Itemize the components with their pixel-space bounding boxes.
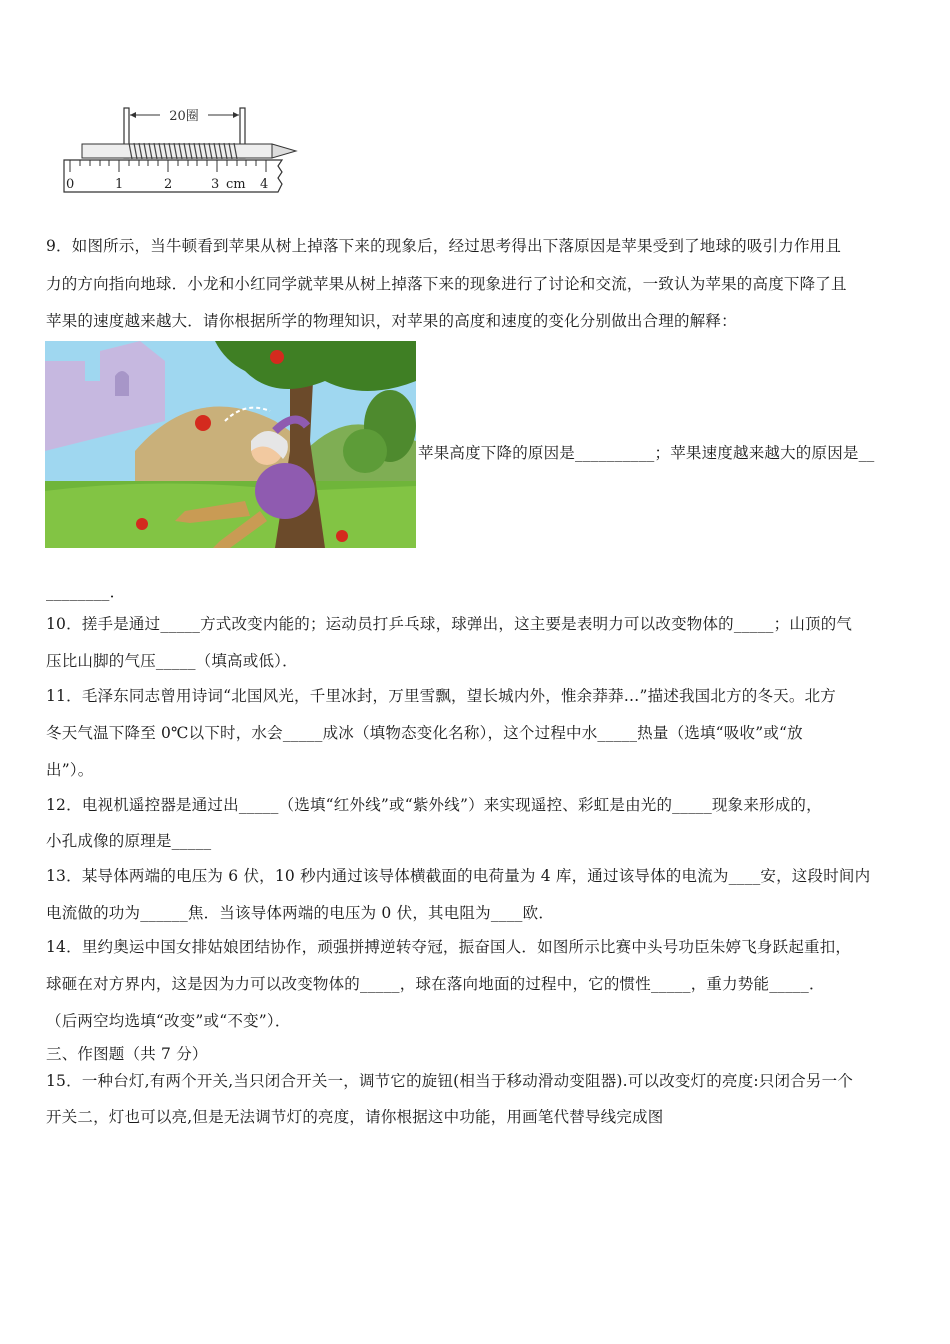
ruler-turns-label: 20圈 <box>169 109 199 124</box>
q11-line-1: 11．毛泽东同志曾用诗词“北国风光，千里冰封，万里雪飘，望长城内外，惟余莽莽…”描述我国北方的冬天。北方 <box>46 687 836 705</box>
q9-line-3: 苹果的速度越来越大．请你根据所学的物理知识，对苹果的高度和速度的变化分别做出合理的解释： <box>46 312 737 330</box>
q12-line-1: 12．电视机遥控器是通过出_____（选填“红外线”或“紫外线”）来实现遥控、彩虹是由光的_____现象来形成的， <box>46 796 822 814</box>
q9-line-4: ________． <box>46 583 126 601</box>
q13-line-1: 13．某导体两端的电压为 6 伏，10 秒内通过该导体横截面的电荷量为 4 库，通过该导体的电流为____安，这段时间内 <box>46 867 871 885</box>
ruler-body <box>64 160 282 192</box>
q13-line-2: 电流做的功为______焦．当该导体两端的电压为 0 伏，其电阻为____欧． <box>46 904 555 922</box>
q9-line-1: 9．如图所示，当牛顿看到苹果从树上掉落下来的现象后，经过思考得出下落原因是苹果受到了地球的吸引力作用且 <box>46 237 842 255</box>
ruler-tick-0: 0 <box>66 177 75 192</box>
q15-line-2: 开关二，灯也可以亮,但是无法调节灯的亮度，请你根据这中功能，用画笔代替导线完成图 <box>46 1108 664 1126</box>
apple-falling <box>270 350 284 364</box>
ruler-tick-3: 3 <box>211 177 220 192</box>
q11-line-3: 出”）。 <box>46 761 94 779</box>
apple-mid <box>195 415 211 431</box>
apple-ground-left <box>136 518 148 530</box>
ruler-coil-figure <box>60 100 300 200</box>
q9-line-2: 力的方向指向地球．小龙和小红同学就苹果从树上掉落下来的现象进行了讨论和交流，一致认为苹果的高度下降了且 <box>46 275 847 293</box>
q14-line-2: 球砸在对方界内，这是因为力可以改变物体的_____，球在落向地面的过程中，它的惯性_____，重力势能_____． <box>46 975 825 993</box>
ruler-tick-4: 4 <box>260 177 269 192</box>
newton-apple-illustration <box>45 341 416 548</box>
ruler-tick-2: 2 <box>164 177 173 192</box>
apple-ground-right <box>336 530 348 542</box>
q14-line-1: 14．里约奥运中国女排姑娘团结协作，顽强拼搏逆转夺冠，振奋国人．如图所示比赛中头号功臣朱婷飞身跃起重扣， <box>46 938 852 956</box>
ruler-tick-1: 1 <box>115 177 124 192</box>
q11-line-2: 冬天气温下降至 0℃以下时，水会_____成冰（填物态变化名称），这个过程中水_____热量（选填“吸收”或“放 <box>46 724 803 742</box>
section-3-title: 三、作图题（共 7 分） <box>46 1045 208 1063</box>
q15-line-1: 15．一种台灯,有两个开关,当只闭合开关一，调节它的旋钮(相当于移动滑动变阻器).可以改变灯的亮度:只闭合另一个 <box>46 1072 854 1090</box>
ruler-unit: cm <box>226 177 246 192</box>
q10-line-2: 压比山脚的气压_____（填高或低）． <box>46 652 298 670</box>
q14-line-3: （后两空均选填“改变”或“不变”）． <box>46 1012 291 1030</box>
pencil-tip <box>272 144 296 158</box>
q9-answer-prompt: 苹果高度下降的原因是__________；苹果速度越来越大的原因是__ <box>418 444 875 462</box>
q12-line-2: 小孔成像的原理是_____ <box>46 832 212 850</box>
q10-line-1: 10．搓手是通过_____方式改变内能的；运动员打乒乓球，球弹出，这主要是表明力可以改变物体的_____；山顶的气 <box>46 615 853 633</box>
